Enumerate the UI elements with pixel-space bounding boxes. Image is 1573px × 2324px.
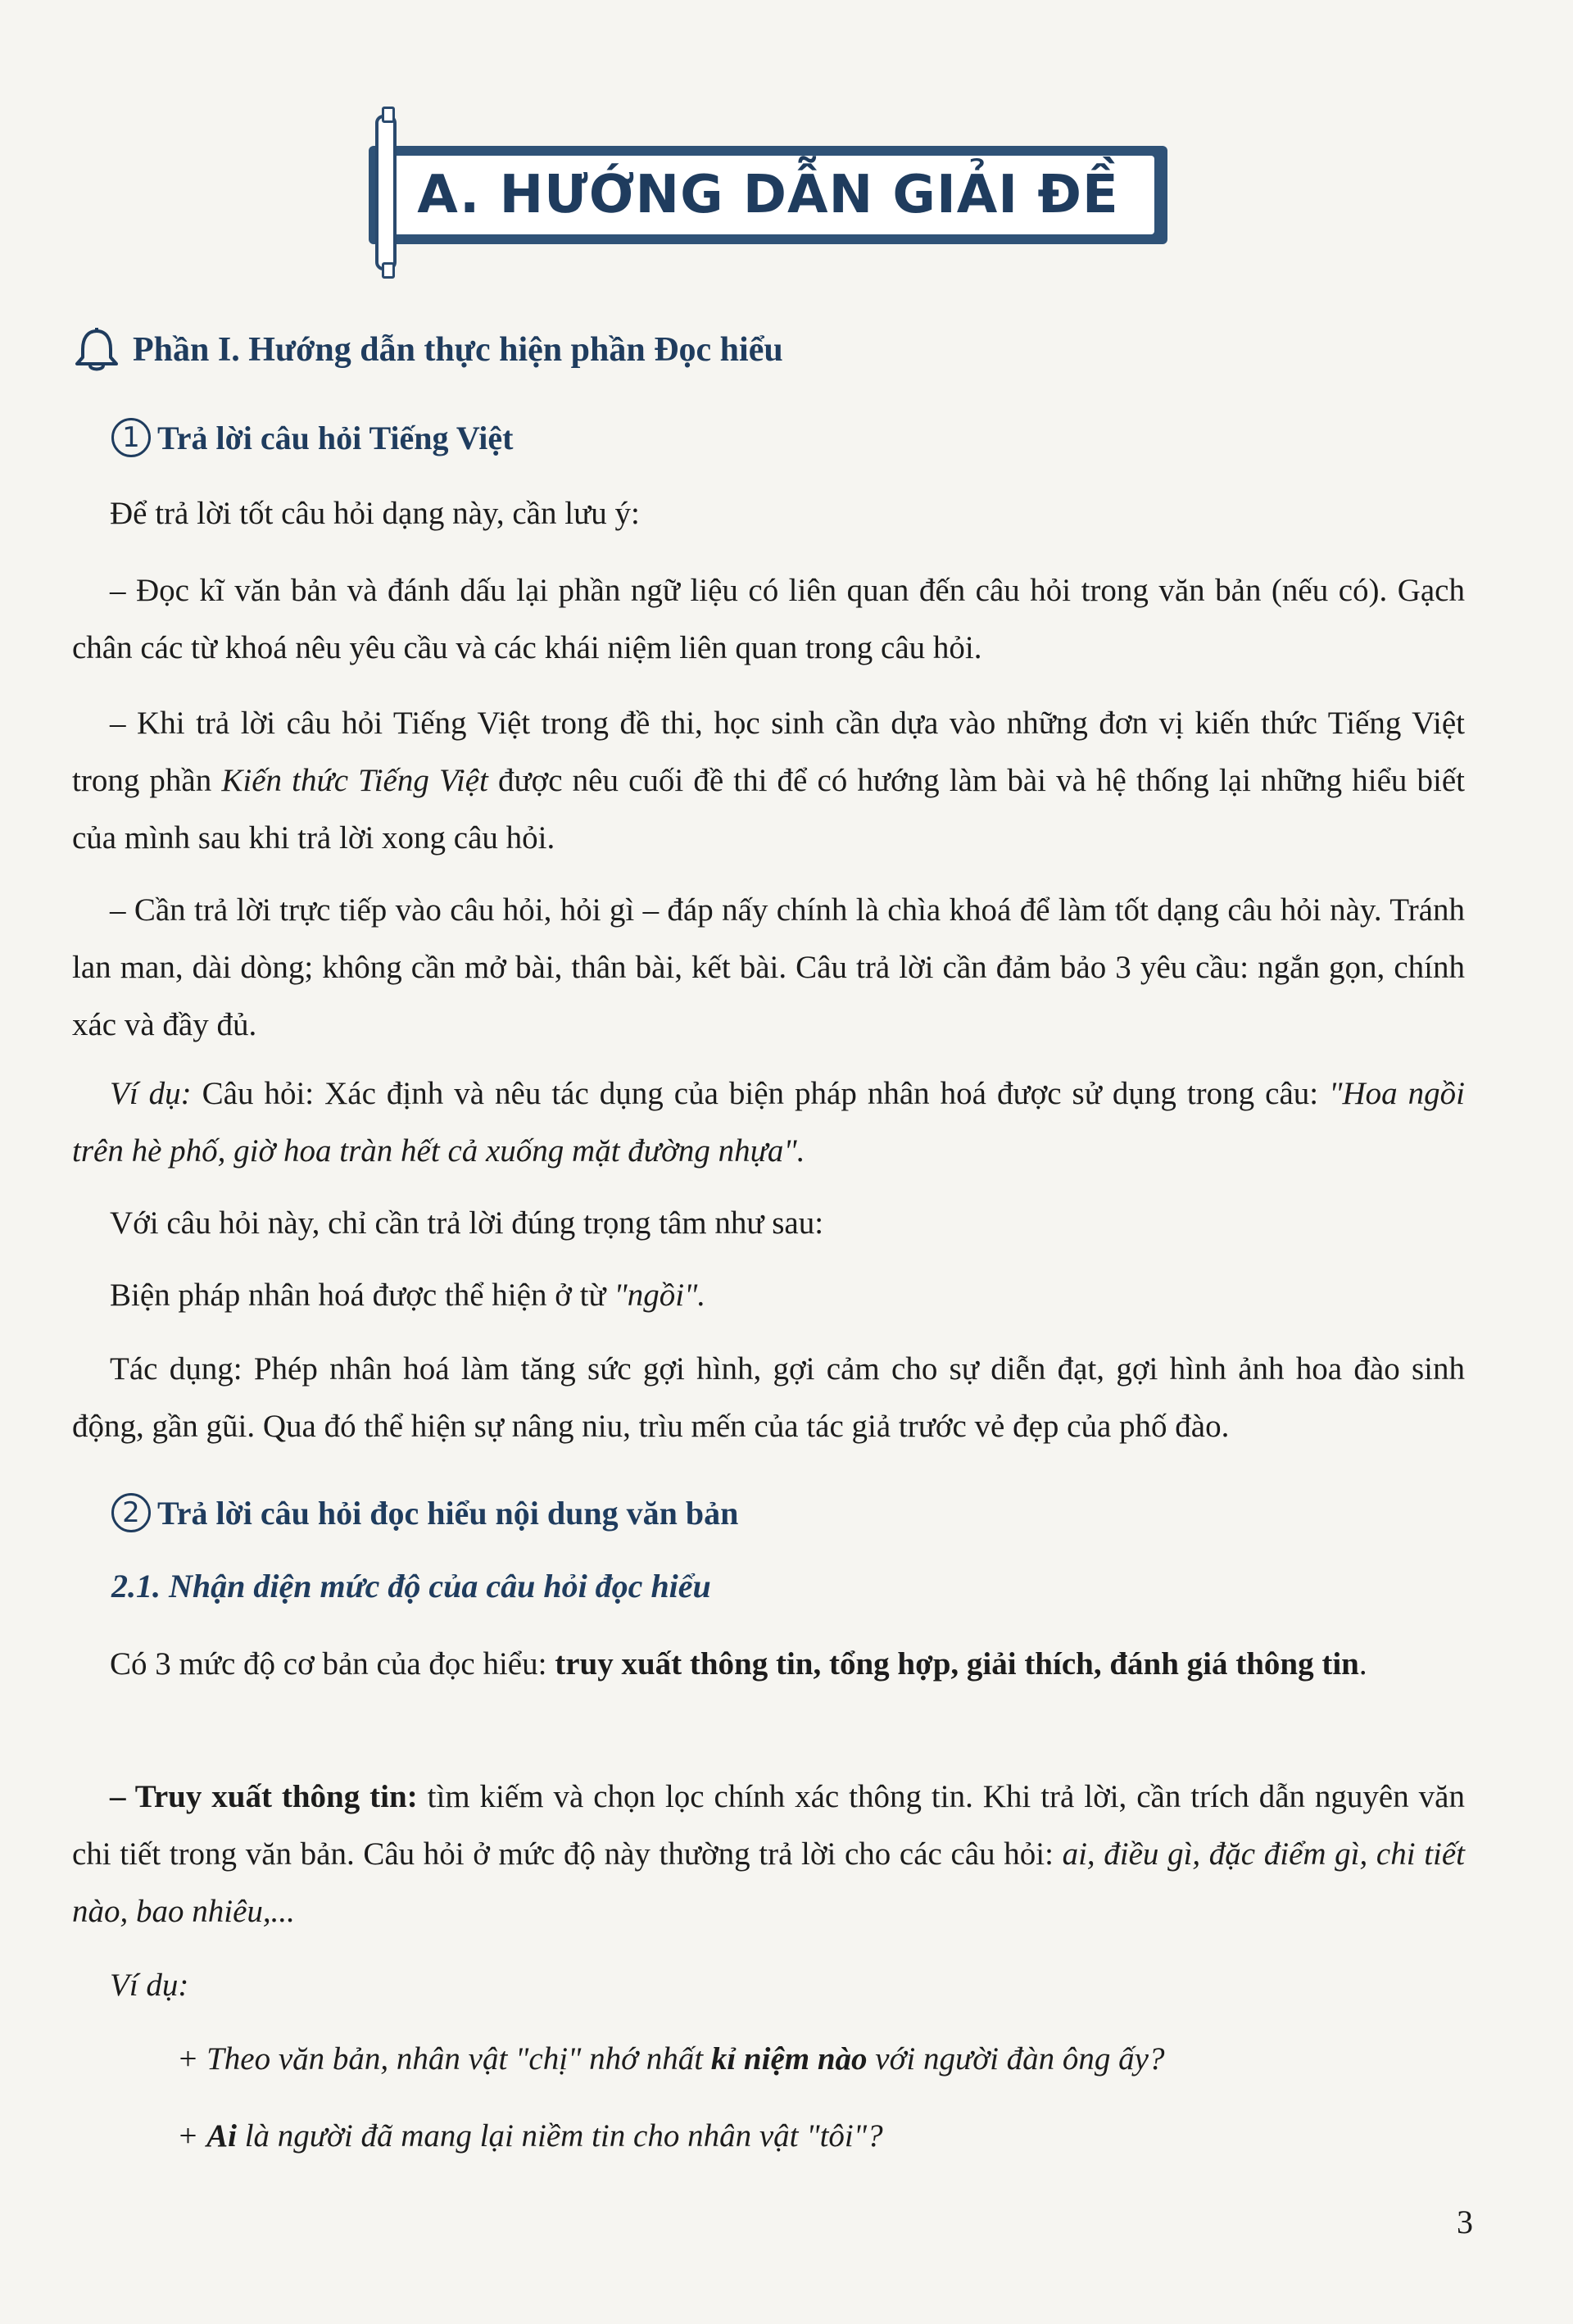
text-run: Câu hỏi: Xác định và nêu tác dụng của biện pháp nhân hoá được sử dụng trong câu: [191, 1076, 1330, 1111]
text-run-italic: Kiến thức Tiếng Việt [221, 763, 488, 798]
bell-icon [72, 326, 121, 374]
text-run: là người đã mang lại niềm tin cho nhân vật "tôi"? [236, 2118, 883, 2154]
paragraph-bullet-2 [72, 695, 1465, 867]
text-run-bold-italic: kỉ niệm nào [710, 2041, 868, 2077]
text-run: Có 3 mức độ cơ bản của đọc hiểu: [110, 1646, 555, 1682]
example-label-2: Ví dụ: [110, 1968, 189, 2003]
banner-frame [369, 146, 1167, 244]
part-title: Phần I. Hướng dẫn thực hiện phần Đọc hiểu [133, 331, 783, 369]
section-banner [367, 115, 1170, 270]
text-run-italic: ai, điều gì, đặc điểm gì, chi tiết nào, bao nhiêu,... [72, 1836, 1466, 1929]
text-run-bold: truy xuất thông tin, tổng hợp, giải thích, đánh giá thông tin [555, 1646, 1359, 1682]
section-title: Trả lời câu hỏi đọc hiểu nội dung văn bản [157, 1494, 739, 1532]
text-run: + Theo văn bản, nhân vật "chị" nhớ nhất [177, 2041, 711, 2077]
example-question-1 [72, 2031, 1465, 2088]
text-run: với người đàn ông ấy? [867, 2041, 1165, 2077]
text-run: + [177, 2118, 207, 2154]
text-run-bold: – Truy xuất thông tin: [110, 1779, 418, 1814]
paragraph-retrieval [72, 1768, 1465, 1940]
section-title: Trả lời câu hỏi Tiếng Việt [157, 419, 514, 456]
text-run-italic: "ngồi". [614, 1278, 706, 1313]
paragraph-bullet-3: – Cần trả lời trực tiếp vào câu hỏi, hỏi gì – đáp nấy chính là chìa khoá để làm tốt dạng câu hỏi này. Tránh lan man, dài dòng; không cần mở bài, thân bài, kết bài. Câu trả lời cần đảm bảo 3 yêu cầu: ngắn gọn, chính xác và đầy đủ. [72, 892, 1465, 1042]
paragraph-example [72, 1065, 1465, 1180]
text-run: . [1358, 1646, 1367, 1682]
text-run: Biện pháp nhân hoá được thể hiện ở từ [110, 1278, 614, 1313]
subsection-title: 2.1. Nhận diện mức độ của câu hỏi đọc hiểu [111, 1568, 711, 1605]
text-run: tìm kiếm và chọn lọc chính xác thông tin. Khi trả lời, cần trích dẫn nguyên văn chi tiết trong văn bản. Câu hỏi ở mức độ này thường trả lời cho các câu hỏi: [72, 1779, 1465, 1872]
part-heading [72, 326, 783, 374]
section-heading-2 [111, 1493, 738, 1532]
paragraph-answer-1 [72, 1267, 1465, 1324]
text-run: – Khi trả lời câu hỏi Tiếng Việt trong đề thi, học sinh cần dựa vào những đơn vị kiến thức Tiếng Việt trong phần [72, 706, 1465, 798]
banner-title: A. HƯỚNG DẪN GIẢI ĐỀ [417, 165, 1119, 225]
number-circle-icon: 2 [111, 1493, 151, 1532]
paragraph-levels [72, 1636, 1465, 1693]
paragraph-answer-2: Tác dụng: Phép nhân hoá làm tăng sức gợi hình, gợi cảm cho sự diễn đạt, gợi hình ảnh hoa đào sinh động, gần gũi. Qua đó thể hiện sự nâng niu, trìu mến của tác giả trước vẻ đẹp của phố đào. [72, 1351, 1465, 1444]
page-number: 3 [1457, 2204, 1473, 2240]
scroll-icon [375, 115, 397, 270]
intro-text: Để trả lời tốt câu hỏi dạng này, cần lưu ý: [110, 496, 640, 531]
example-label: Ví dụ: [110, 1076, 192, 1111]
section-heading-1 [111, 418, 513, 457]
text-run-bold-italic: Ai [206, 2118, 237, 2154]
text-run: được nêu cuối đề thi để có hướng làm bài và hệ thống lại những hiểu biết của mình sau khi trả lời xong câu hỏi. [72, 763, 1465, 856]
banner-inner [382, 156, 1154, 234]
paragraph-bullet-1: – Đọc kĩ văn bản và đánh dấu lại phần ngữ liệu có liên quan đến câu hỏi trong văn bản (nếu có). Gạch chân các từ khoá nêu yêu cầu và các khái niệm liên quan trong câu hỏi. [72, 573, 1465, 665]
example-quote: "Hoa ngồi trên hè phố, giờ hoa tràn hết cả xuống mặt đường nhựa". [72, 1076, 1465, 1169]
example-question-2 [72, 2108, 1465, 2165]
paragraph-intro [72, 485, 1465, 542]
paragraph-answer-intro: Với câu hỏi này, chỉ cần trả lời đúng trọng tâm như sau: [110, 1205, 824, 1241]
number-circle-icon: 1 [111, 418, 151, 457]
